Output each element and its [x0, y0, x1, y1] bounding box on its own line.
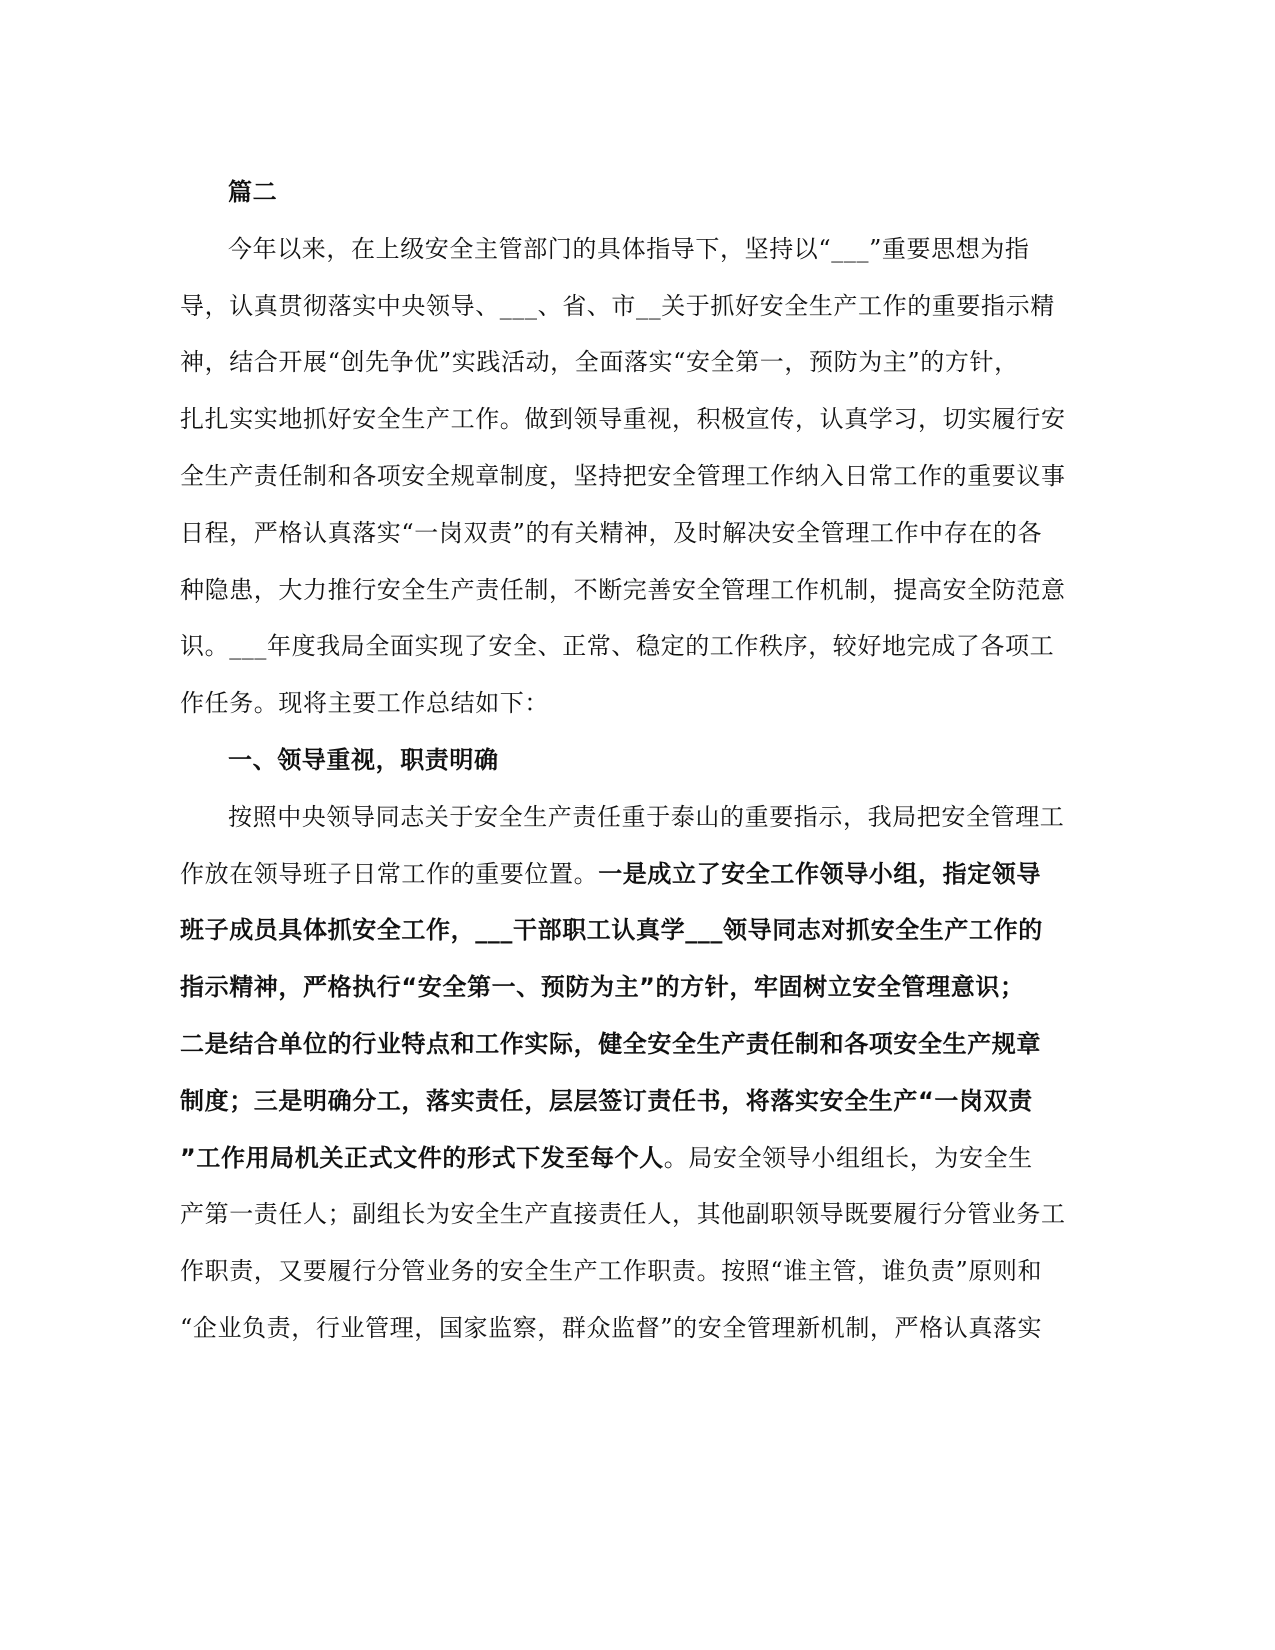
- section-heading-pian-er: 篇二: [228, 178, 278, 206]
- paragraph-line-mixed: [180, 846, 1040, 903]
- paragraph-line: 今年以来，在上级安全主管部门的具体指导下，坚持以“___”重要思想为指: [228, 234, 1030, 263]
- paragraph-line: 扎扎实实地抓好安全生产工作。做到领导重视，积极宣传，认真学习，切实履行安: [180, 405, 1066, 434]
- intro-paragraph: [180, 221, 1066, 732]
- paragraph-line: 导，认真贯彻落实中央领导、___、省、市__关于抓好安全生产工作的重要指示精: [180, 291, 1055, 320]
- paragraph-line: 按照中央领导同志关于安全生产责任重于泰山的重要指示，我局把安全管理工: [228, 802, 1065, 831]
- section-heading-leadership: 一、领导重视，职责明确: [228, 745, 499, 774]
- section1-paragraph: [180, 789, 1066, 1357]
- paragraph-line-bold: 二是结合单位的行业特点和工作实际，健全安全生产责任制和各项安全生产规章: [180, 1029, 1041, 1058]
- bold-text: 一是成立了安全工作领导小组，指定领导: [598, 859, 1042, 888]
- paragraph-line-bold: 制度；三是明确分工，落实责任，层层签订责任书，将落实安全生产“一岗双责: [180, 1086, 1033, 1115]
- paragraph-line-bold: 班子成员具体抓安全工作，___干部职工认真学___领导同志对抓安全生产工作的: [180, 916, 1043, 945]
- paragraph-line: “企业负责，行业管理，国家监察，群众监督”的安全管理新机制，严格认真落实: [180, 1313, 1043, 1342]
- paragraph-line: 种隐患，大力推行安全生产责任制，不断完善安全管理工作机制，提高安全防范意: [180, 575, 1066, 604]
- paragraph-line: 识。___年度我局全面实现了安全、正常、稳定的工作秩序，较好地完成了各项工: [180, 632, 1055, 661]
- paragraph-line: 产第一责任人；副组长为安全生产直接责任人，其他副职领导既要履行分管业务工: [180, 1200, 1066, 1229]
- paragraph-line: 作职责，又要履行分管业务的安全生产工作职责。按照“谁主管，谁负责”原则和: [180, 1257, 1043, 1286]
- document-body: [180, 164, 1066, 1357]
- paragraph-line: 作任务。现将主要工作总结如下：: [180, 689, 549, 718]
- paragraph-line: 全生产责任制和各项安全规章制度，坚持把安全管理工作纳入日常工作的重要议事: [180, 461, 1066, 490]
- normal-text: 。局安全领导小组组长，为安全生: [663, 1143, 1033, 1172]
- paragraph-line-mixed: [180, 1130, 1040, 1187]
- paragraph-line: 神，结合开展“创先争优”实践活动，全面落实“安全第一，预防为主”的方针，: [180, 348, 1019, 377]
- normal-text: 作放在领导班子日常工作的重要位置。: [180, 859, 599, 888]
- bold-text: ”工作用局机关正式文件的形式下发至每个人: [180, 1143, 664, 1172]
- paragraph-line-bold: 指示精神，严格执行“安全第一、预防为主”的方针，牢固树立安全管理意识；: [180, 973, 1025, 1002]
- paragraph-line: 日程，严格认真落实“一岗双责”的有关精神，及时解决安全管理工作中存在的各: [180, 518, 1043, 547]
